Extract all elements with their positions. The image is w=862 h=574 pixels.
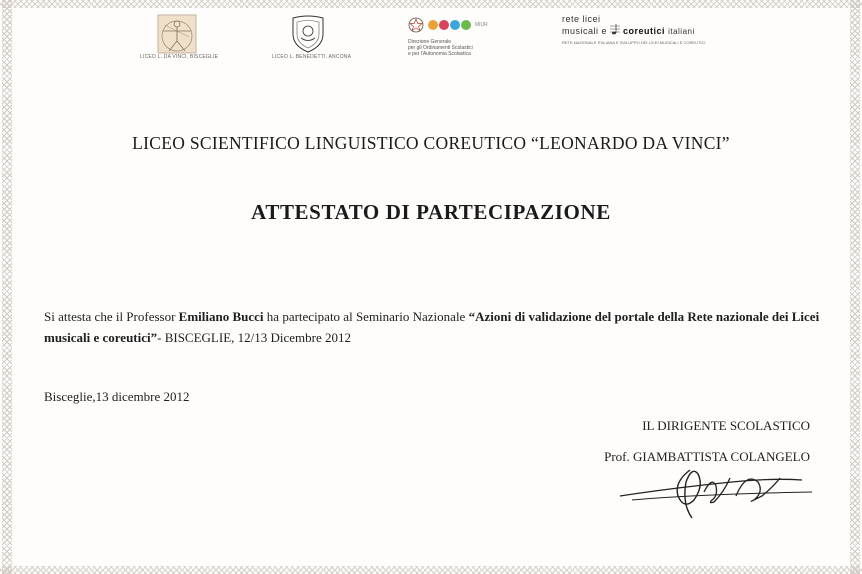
- decorative-border-bottom: [0, 566, 862, 574]
- liceo-vinci-logo: [140, 14, 219, 60]
- music-staff-icon: [610, 24, 620, 36]
- rete-subtitle: RETE NAZIONALE ITALIANA E SVILUPPO DEI LICEI MUSICALI E COREUTICI: [562, 40, 706, 45]
- liceo-vinci-label: LICEO L. DA VINCI, BISCEGLIE: [140, 54, 219, 60]
- italian-emblem-icon: [408, 16, 424, 34]
- decorative-border-top: [0, 0, 862, 8]
- miur-badge-label: MIUR: [475, 22, 488, 28]
- miur-text-line: Direzione Generale: [408, 39, 452, 45]
- rete-licei-logo: [562, 14, 712, 45]
- decorative-border-left: [2, 0, 12, 574]
- issue-date: Bisceglie,13 dicembre 2012: [44, 389, 190, 404]
- vitruvian-man-icon: [157, 14, 197, 54]
- rete-line1: rete licei: [562, 14, 601, 24]
- rete-line2a: musicali e: [562, 26, 608, 36]
- school-crest-icon: [289, 14, 327, 54]
- miur-text-line: per gli Ordinamenti Scolastici: [408, 45, 473, 51]
- liceo-benedetti-label: LICEO L. BENEDETTI, ANCONA: [272, 54, 352, 60]
- certificate-title: ATTESTATO DI PARTECIPAZIONE: [251, 200, 611, 224]
- rete-line2b: coreutici: [623, 26, 666, 36]
- miur-logo: [408, 16, 500, 57]
- miur-text-line: e per l'Autonomia Scolastica: [408, 51, 471, 57]
- body-middle: ha partecipato al Seminario Nazionale: [263, 309, 469, 324]
- school-name: LICEO SCIENTIFICO LINGUISTICO COREUTICO “LEONARDO DA VINCI”: [132, 133, 730, 153]
- certificate-body: [44, 306, 824, 348]
- decorative-border-right: [850, 0, 860, 574]
- body-prefix: Si attesta che il Professor: [44, 309, 179, 324]
- liceo-benedetti-logo: [272, 14, 352, 60]
- body-suffix: - BISCEGLIE, 12/13 Dicembre 2012: [157, 330, 352, 345]
- rete-line2c: italiani: [668, 27, 695, 36]
- seminar-title: “Azioni di validazione del portale della Rete nazionale dei Licei musicali e coreutici”: [44, 309, 820, 345]
- signatory-name: Prof. GIAMBATTISTA COLANGELO: [604, 449, 810, 464]
- handwritten-signature: [612, 452, 822, 532]
- signatory-role: IL DIRIGENTE SCOLASTICO: [642, 418, 810, 433]
- miur-badge: [428, 20, 471, 30]
- participant-name: Emiliano Bucci: [178, 309, 264, 324]
